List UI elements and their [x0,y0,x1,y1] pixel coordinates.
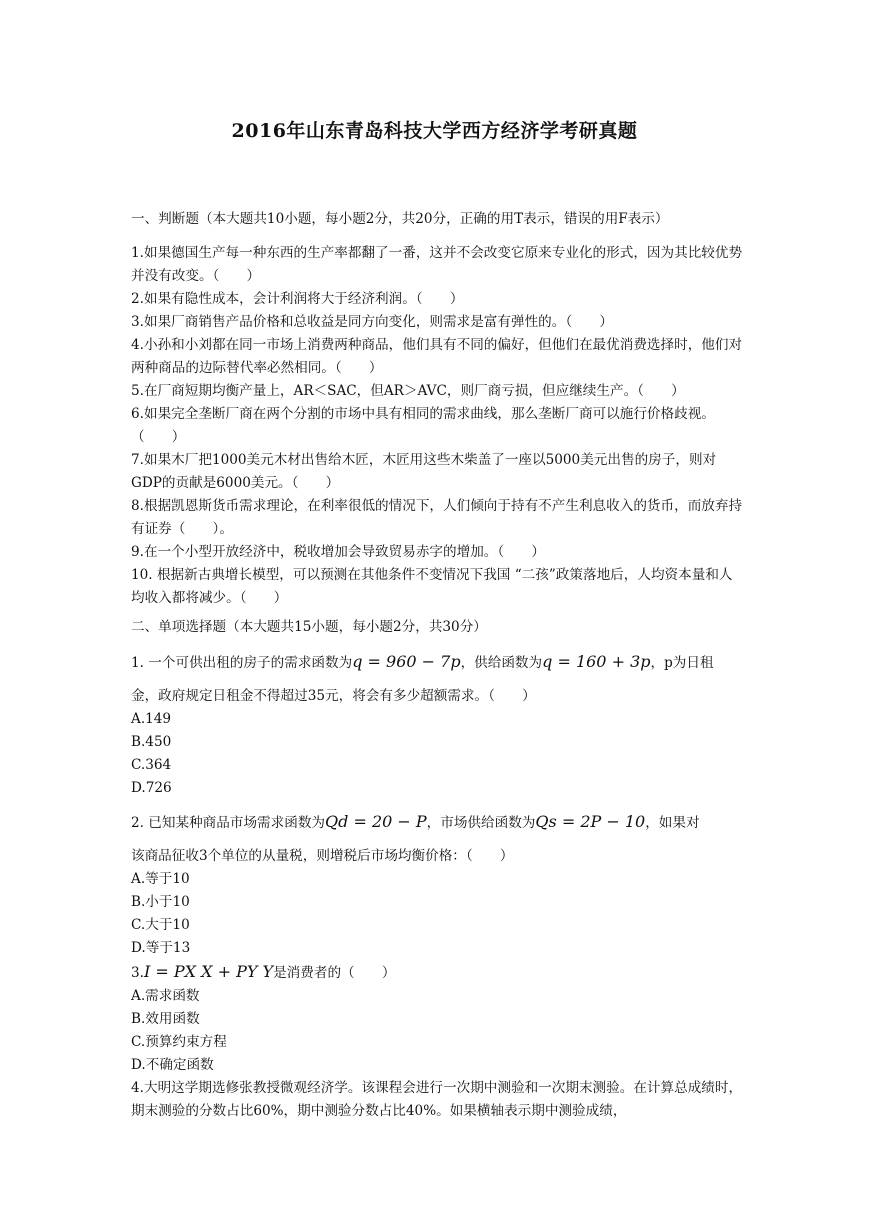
section1-heading: 一、判断题（本大题共10小题，每小题2分，共20分，正确的用T表示，错误的用F表示） [131,211,669,227]
q2-mid: ，市场供给函数为 [426,815,536,831]
tf-item: 8.根据凯恩斯货币需求理论，在利率很低的情况下，人们倾向于持有不产生利息收入的货币，而放弃持有证券（ ）。 [131,498,743,537]
option: B.效用函数 [131,1011,200,1027]
option: B.小于10 [131,894,190,910]
q3-budget-formula: I = PX X + PY Y [143,962,274,981]
document-title: 2016年山东青岛科技大学西方经济学考研真题 [231,120,638,142]
option: D.726 [131,780,172,796]
q1-prefix: 1. 一个可供出租的房子的需求函数为 [131,655,353,671]
q3-suffix: 是消费者的（ ） [273,965,396,981]
tf-item: 1.如果德国生产每一种东西的生产率都翻了一番，这并不会改变它原来专业化的形式，因为其比较优势并没有改变。（ ） [131,245,743,284]
q2-tail: 该商品征收3个单位的从量税，则增税后市场均衡价格：（ ） [131,848,514,864]
tf-item: 6.如果完全垄断厂商在两个分割的市场中具有相同的需求曲线，那么垄断厂商可以施行价格歧视。（ ） [131,406,715,445]
option: A.等于10 [131,871,190,887]
option: D.不确定函数 [131,1057,214,1073]
option: C.大于10 [131,917,190,933]
q1-supply-formula: q = 160 + 3p [542,652,651,671]
q2-suffix: ，如果对 [645,815,700,831]
mc-question-1 [131,648,743,677]
option: B.450 [131,734,172,750]
tf-item: 7.如果木厂把1000美元木材出售给木匠，木匠用这些木柴盖了一座以5000美元出售的房子，则对GDP的贡献是6000美元。（ ） [131,452,717,491]
option: D.等于13 [131,940,191,956]
option: A.149 [131,711,172,727]
option: C.364 [131,757,172,773]
tf-item: 3.如果厂商销售产品价格和总收益是同方向变化，则需求是富有弹性的。（ ） [131,314,613,330]
q2-prefix: 2. 已知某种商品市场需求函数为 [131,815,326,831]
q1-tail: 金，政府规定日租金不得超过35元，将会有多少超额需求。（ ） [131,688,536,704]
tf-item: 2.如果有隐性成本，会计利润将大于经济利润。（ ） [131,291,464,307]
mc-question-3 [131,960,743,985]
tf-item: 10. 根据新古典增长模型，可以预测在其他条件不变情况下我国 “二孩”政策落地后，人均资本量和人均收入都将减少。（ ） [131,567,733,606]
mc-question-2 [131,808,743,837]
option: C.预算约束方程 [131,1034,227,1050]
option: A.需求函数 [131,988,200,1004]
tf-item: 4.小孙和小刘都在同一市场上消费两种商品，他们具有不同的偏好，但他们在最优消费选择时，他们对两种商品的边际替代率必然相同。（ ） [131,337,743,376]
q3-prefix: 3. [131,965,144,981]
q2-demand-formula: Qd = 20 − P [325,812,427,831]
document-body [131,208,743,1123]
mc-question-4: 4.大明这学期选修张教授微观经济学。该课程会进行一次期中测验和一次期末测验。在计算总成绩时，期末测验的分数占比60%，期中测验分数占比40%。如果横轴表示期中测验成绩， [131,1080,743,1119]
q1-demand-formula: q = 960 − 7p [352,652,461,671]
q1-mid: ，供给函数为 [460,655,543,671]
section2-heading: 二、单项选择题（本大题共15小题，每小题2分，共30分） [131,619,487,635]
q1-suffix: ，p为日租 [650,655,714,671]
tf-item: 5.在厂商短期均衡产量上，AR＜SAC，但AR＞AVC，则厂商亏损，但应继续生产。（ ） [131,383,685,399]
tf-item: 9.在一个小型开放经济中，税收增加会导致贸易赤字的增加。（ ） [131,544,545,560]
q2-supply-formula: Qs = 2P − 10 [535,812,646,831]
